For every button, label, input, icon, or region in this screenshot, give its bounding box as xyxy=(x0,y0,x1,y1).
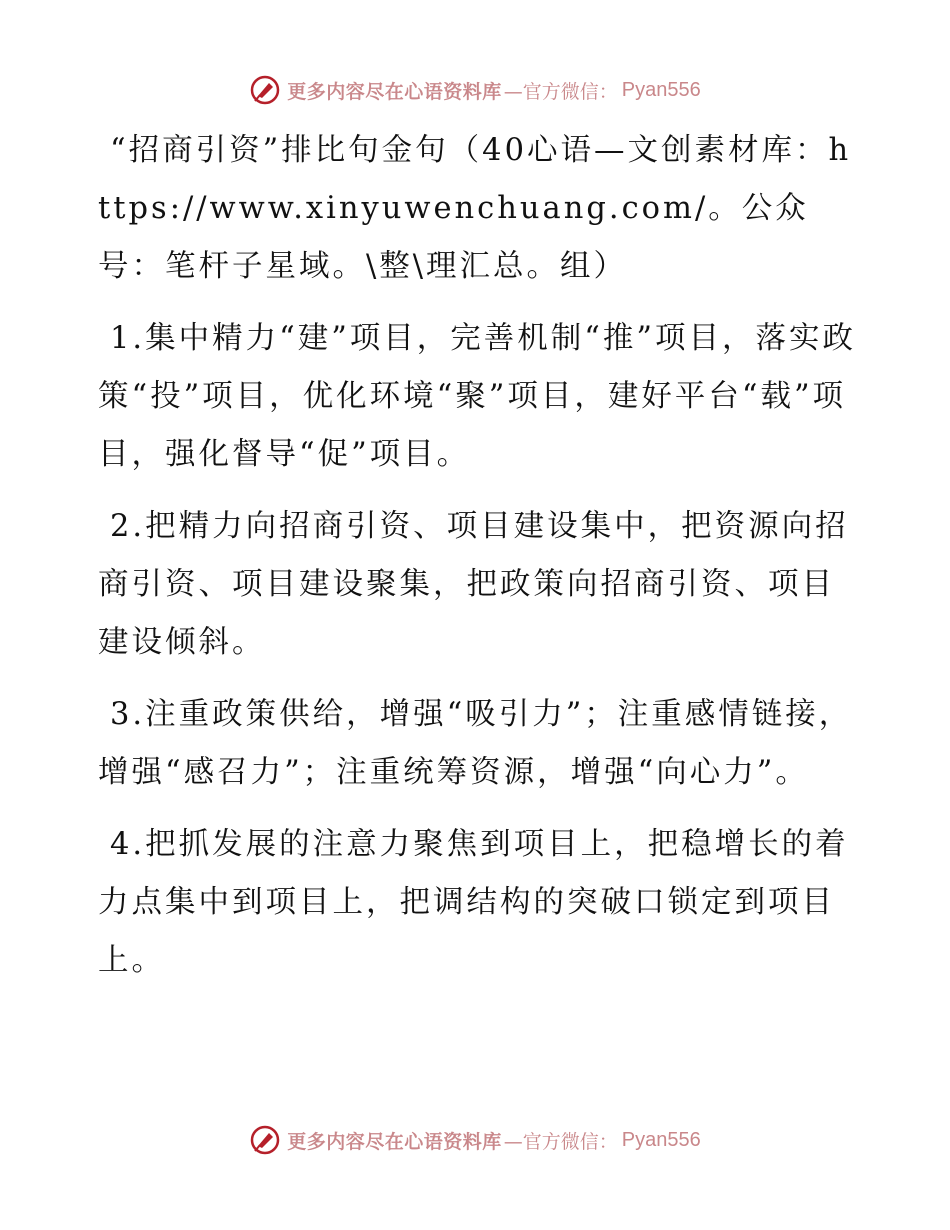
footer-official-label: —官方微信： xyxy=(503,1130,618,1153)
document-body xyxy=(98,122,858,1004)
pen-nib-logo-icon xyxy=(249,74,281,106)
header-promo-text: 更多内容尽在心语资料库 xyxy=(287,80,502,103)
footer-wechat-id: Pyan556 xyxy=(621,1128,701,1151)
document-title: “招商引资”排比句金句（40心语—文创素材库：https://www.xinyuwenchuang.com/。公众号：笔杆子星域。\整\理汇总。组） xyxy=(98,133,852,284)
footer-banner xyxy=(0,1120,950,1160)
pen-nib-logo-icon xyxy=(249,1124,281,1156)
header-banner xyxy=(0,70,950,110)
list-item-4: 4.把抓发展的注意力聚焦到项目上，把稳增长的着力点集中到项目上，把调结构的突破口锁定到项目上。 xyxy=(98,827,849,978)
list-item-1: 1.集中精力“建”项目，完善机制“推”项目，落实政策“投”项目，优化环境“聚”项目，建好平台“载”项目，强化督导“促”项目。 xyxy=(98,321,856,472)
list-item-2: 2.把精力向招商引资、项目建设集中，把资源向招商引资、项目建设聚集，把政策向招商引资、项目建设倾斜。 xyxy=(98,509,849,660)
footer-promo-text: 更多内容尽在心语资料库 xyxy=(287,1130,502,1153)
list-item-3: 3.注重政策供给，增强“吸引力”；注重感情链接，增强“感召力”；注重统筹资源，增强“向心力”。 xyxy=(98,697,853,790)
header-wechat-id: Pyan556 xyxy=(621,78,701,101)
header-official-label: —官方微信： xyxy=(503,80,618,103)
